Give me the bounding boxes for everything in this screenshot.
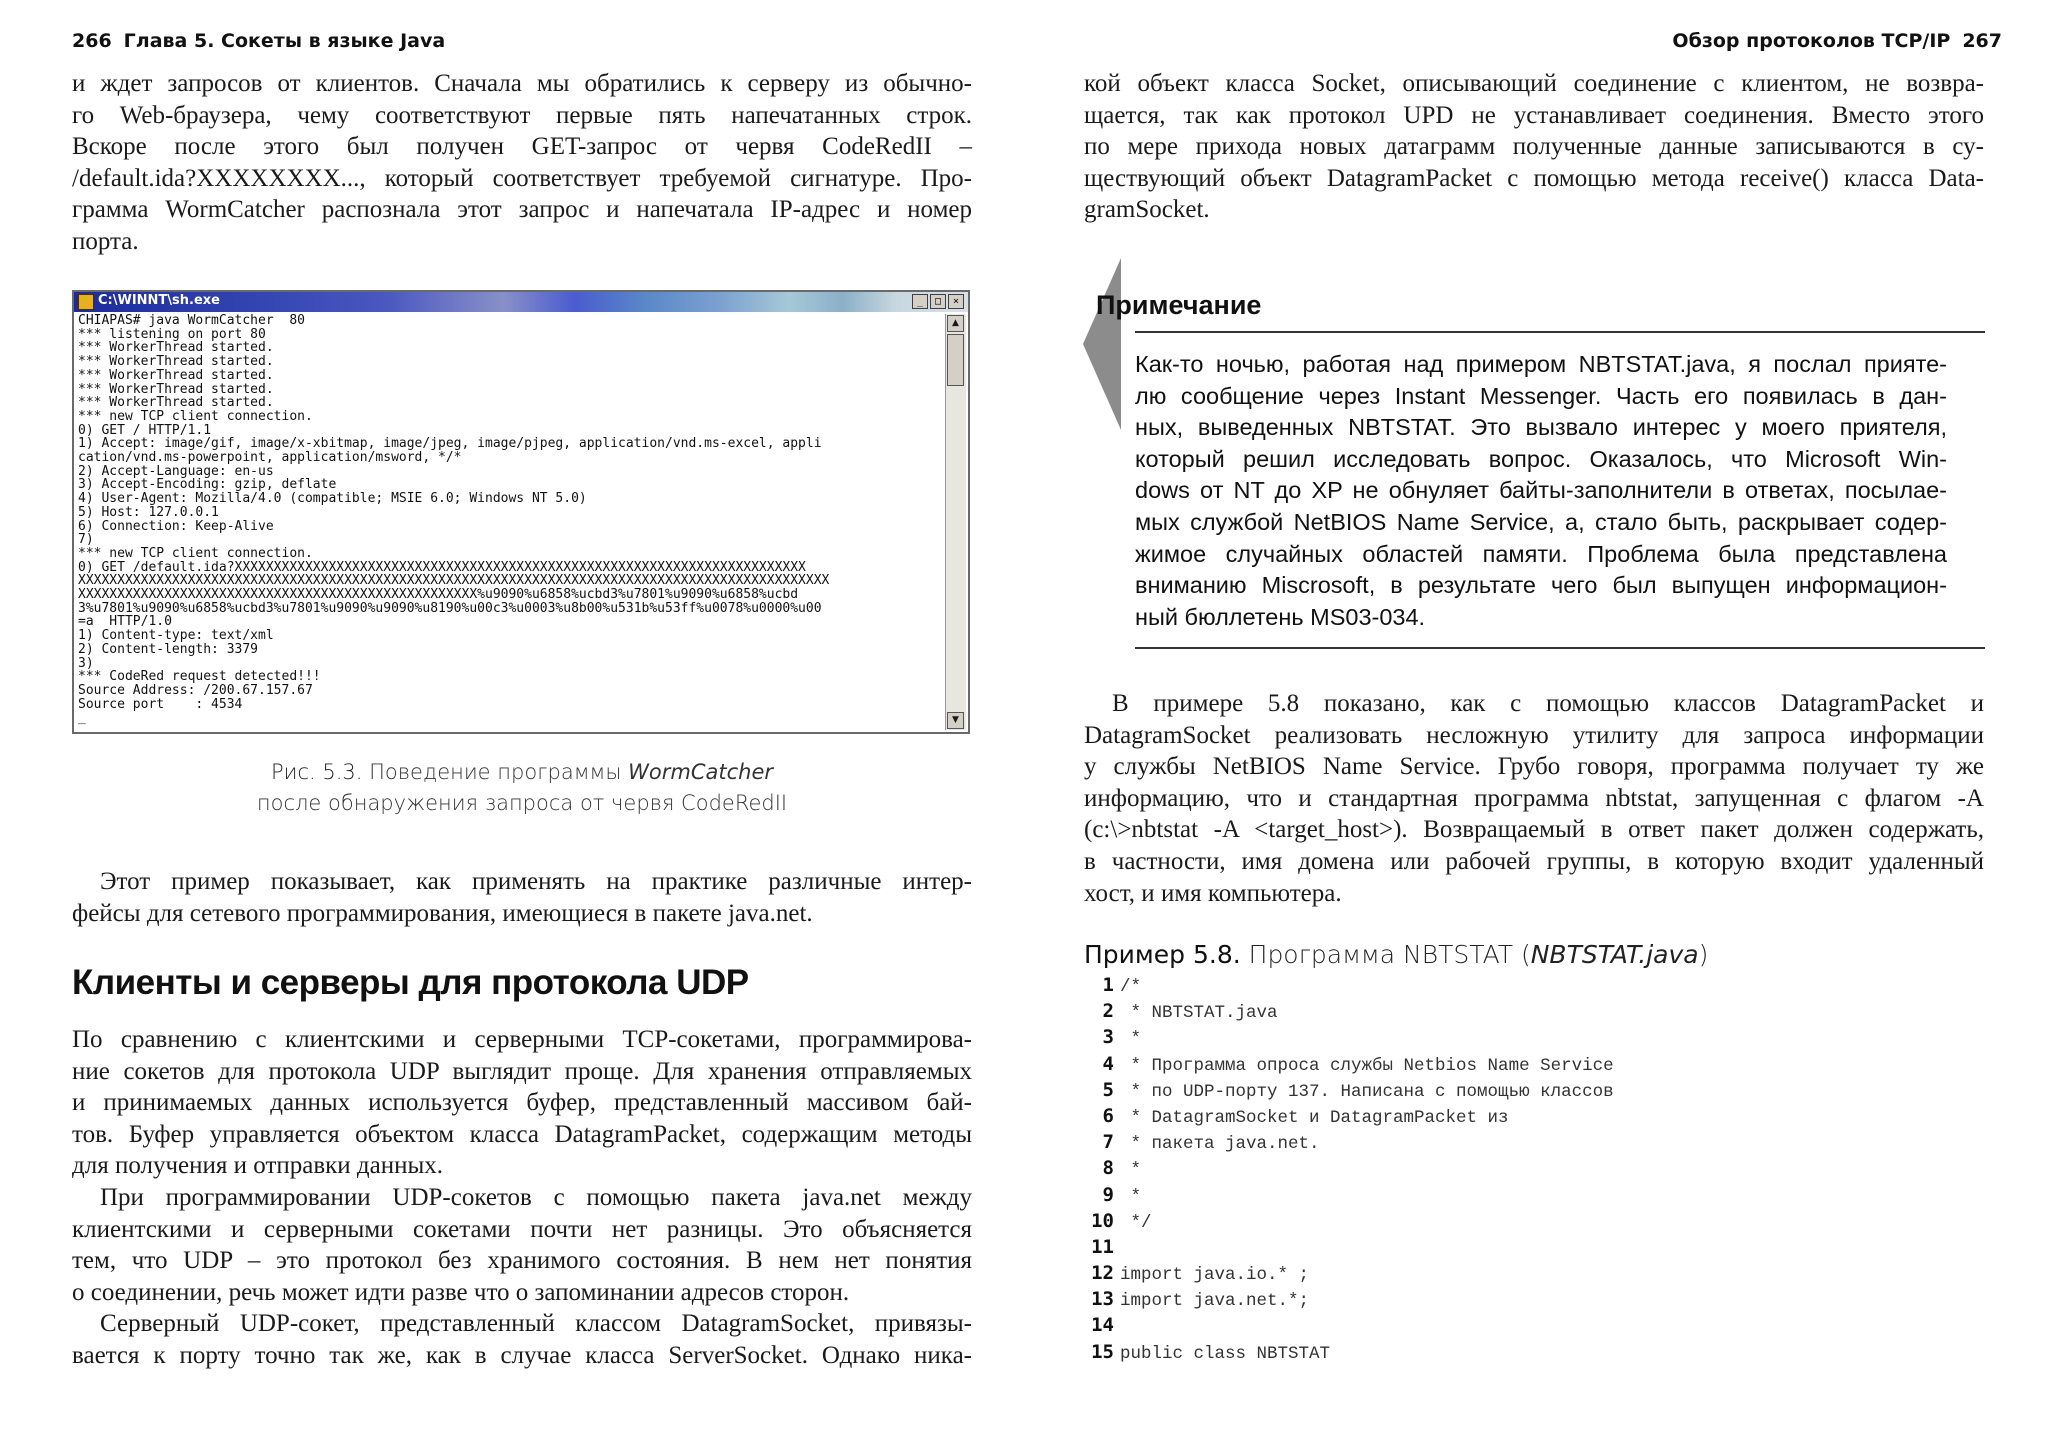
terminal-line: XXXXXXXXXXXXXXXXXXXXXXXXXXXXXXXXXXXXXXXXXXXXXXXXXXX%u9090%u6858%ucbd3%u7801%u9090%u6858%ucbd bbox=[78, 587, 799, 603]
text-line: у службы NetBIOS Name Service. Грубо говоря, программа получает ту же bbox=[1084, 753, 1984, 781]
code-line-text: * bbox=[1120, 1160, 1142, 1181]
figure-caption bbox=[72, 757, 972, 819]
code-line bbox=[1084, 1026, 1614, 1052]
code-line-text: public class NBTSTAT bbox=[1120, 1343, 1331, 1364]
left-page-number: 266 bbox=[72, 30, 112, 52]
minimize-button[interactable]: _ bbox=[912, 294, 928, 309]
text-line: го Web-браузера, чему соответствуют первые пять напечатанных строк. bbox=[72, 101, 972, 129]
code-line bbox=[1084, 974, 1614, 1000]
code-line-number: 7 bbox=[1102, 1131, 1114, 1154]
text-line: Серверный UDP-сокет, представленный классом DatagramSocket, привязы- bbox=[100, 1310, 972, 1337]
terminal-screenshot bbox=[72, 290, 970, 734]
code-line bbox=[1084, 1000, 1614, 1026]
text-line: /default.ida?XXXXXXXX..., который соответствует требуемой сигнатуре. Про- bbox=[72, 164, 972, 192]
code-line-number: 14 bbox=[1091, 1314, 1114, 1337]
terminal-line: _ bbox=[78, 710, 86, 726]
left-running-head-title: Глава 5. Сокеты в языке Java bbox=[123, 30, 446, 52]
maximize-button[interactable]: □ bbox=[930, 294, 946, 309]
example-title-close: ) bbox=[1698, 940, 1709, 969]
code-line bbox=[1084, 1288, 1614, 1314]
note-marker-icon bbox=[1083, 258, 1121, 430]
scroll-up-arrow-icon[interactable]: ▲ bbox=[947, 315, 964, 332]
code-line bbox=[1084, 1079, 1614, 1105]
code-line-text: import java.net.*; bbox=[1120, 1291, 1310, 1312]
close-button[interactable]: × bbox=[948, 294, 964, 309]
code-line-number: 13 bbox=[1091, 1288, 1114, 1311]
text-line: gramSocket. bbox=[1084, 196, 1210, 224]
text-line: При программировании UDP-сокетов с помощью пакета java.net между bbox=[100, 1184, 972, 1211]
code-line-text: * bbox=[1120, 1186, 1142, 1207]
code-line bbox=[1084, 1210, 1614, 1236]
note-bottom-rule bbox=[1135, 647, 1985, 649]
code-line-text: * пакета java.net. bbox=[1120, 1134, 1320, 1155]
terminal-line: 4) User-Agent: Mozilla/4.0 (compatible; MSIE 6.0; Windows NT 5.0) bbox=[78, 491, 587, 507]
caption-line-2: после обнаружения запроса от червя CodeRedII bbox=[256, 791, 788, 815]
terminal-line: 3%u7801%u9090%u6858%ucbd3%u7801%u9090%u9090%u8190%u00c3%u0003%u8b00%u531b%u53ff%u0078%u0000%u00 bbox=[78, 600, 822, 616]
left-intro-paragraph bbox=[72, 68, 972, 258]
code-line-text: * DatagramSocket и DatagramPacket из bbox=[1120, 1107, 1509, 1128]
left-paragraph-4 bbox=[72, 1182, 972, 1308]
terminal-line: *** WorkerThread started. bbox=[78, 381, 274, 397]
note-line: жимое случайных областей памяти. Проблема была представлена bbox=[1135, 540, 1947, 567]
code-line-text: * bbox=[1120, 1029, 1142, 1050]
caption-program-name: WormCatcher bbox=[628, 760, 774, 784]
code-line bbox=[1084, 1314, 1614, 1340]
text-line: вается к порту точно так же, как в случае класса ServerSocket. Однако ника- bbox=[72, 1341, 972, 1369]
terminal-line: *** CodeRed request detected!!! bbox=[78, 669, 321, 685]
terminal-line: 2) Accept-Language: en-us bbox=[78, 463, 274, 479]
terminal-line: 1) Content-type: text/xml bbox=[78, 628, 274, 644]
note-line: ный бюллетень MS03-034. bbox=[1135, 603, 1426, 630]
code-line bbox=[1084, 1236, 1614, 1262]
terminal-line: Source Address: /200.67.157.67 bbox=[78, 682, 313, 698]
text-line: щается, так как протокол UPD не устанавливает соединения. Вместо этого bbox=[1084, 101, 1984, 129]
terminal-line: *** listening on port 80 bbox=[78, 326, 266, 342]
code-line bbox=[1084, 1053, 1614, 1079]
text-line: Вскоре после этого был получен GET-запрос от червя CodeRedII – bbox=[72, 133, 972, 161]
terminal-output bbox=[78, 314, 944, 730]
terminal-line: *** WorkerThread started. bbox=[78, 367, 274, 383]
terminal-line: *** new TCP client connection. bbox=[78, 545, 313, 561]
right-intro-paragraph bbox=[1084, 68, 1984, 226]
text-line: В примере 5.8 показано, как с помощью классов DatagramPacket и bbox=[1112, 690, 1984, 717]
text-line: по мере прихода новых датаграмм полученные данные записываются в су- bbox=[1084, 133, 1984, 161]
code-line bbox=[1084, 1184, 1614, 1210]
left-paragraph-3 bbox=[72, 1024, 972, 1182]
text-line: для получения и отправки данных. bbox=[72, 1152, 444, 1180]
code-line bbox=[1084, 1157, 1614, 1183]
code-line-number: 15 bbox=[1091, 1340, 1114, 1363]
text-line: хост, и имя компьютера. bbox=[1084, 879, 1342, 907]
text-line: DatagramSocket реализовать несложную утилиту для запроса информации bbox=[1084, 721, 1984, 749]
terminal-line: *** WorkerThread started. bbox=[78, 354, 274, 370]
example-title-text: Программа NBTSTAT ( bbox=[1248, 940, 1531, 969]
terminal-line: 0) GET /default.ida?XXXXXXXXXXXXXXXXXXXXXXXXXXXXXXXXXXXXXXXXXXXXXXXXXXXXXXXXXXXXXXXXXXXXXXXXX bbox=[78, 559, 806, 575]
note-line: dows от NT до XP не обнуляет байты-заполнители в ответах, посылае- bbox=[1135, 477, 1947, 504]
example-filename: NBTSTAT.java bbox=[1530, 940, 1699, 969]
note-top-rule bbox=[1135, 331, 1985, 333]
text-line: о соединении, речь может идти разве что о запоминании адресов сторон. bbox=[72, 1278, 850, 1306]
terminal-line: Source port : 4534 bbox=[78, 696, 243, 712]
code-line bbox=[1084, 1105, 1614, 1131]
code-line bbox=[1084, 1341, 1614, 1367]
terminal-line: 7) bbox=[78, 532, 94, 548]
code-line-text: */ bbox=[1120, 1212, 1152, 1233]
caption-text: Поведение программы bbox=[369, 760, 622, 784]
terminal-titlebar bbox=[74, 292, 968, 312]
terminal-line: CHIAPAS# java WormCatcher 80 bbox=[78, 314, 305, 328]
scrollbar-thumb[interactable] bbox=[947, 334, 964, 386]
left-paragraph-5 bbox=[72, 1308, 972, 1371]
window-controls bbox=[912, 294, 964, 309]
terminal-line: 1) Accept: image/gif, image/x-xbitmap, image/jpeg, image/pjpeg, application/vnd.ms-excel, appli bbox=[78, 436, 822, 452]
example-title bbox=[1084, 940, 1708, 969]
code-line-number: 5 bbox=[1102, 1078, 1114, 1101]
terminal-app-icon bbox=[78, 294, 94, 310]
code-line-number: 1 bbox=[1102, 974, 1114, 996]
text-line: клиентскими и серверными сокетами почти нет разницы. Это объясняется bbox=[72, 1215, 972, 1243]
terminal-line: *** new TCP client connection. bbox=[78, 408, 313, 424]
text-line: тем, что UDP – это протокол без хранимого состояния. В нем нет понятия bbox=[72, 1247, 972, 1275]
code-line-number: 9 bbox=[1102, 1183, 1114, 1206]
code-line-number: 3 bbox=[1102, 1026, 1114, 1049]
text-line: и принимаемых данных используется буфер, представленный массивом бай- bbox=[72, 1089, 972, 1117]
text-line: ществующий объект DatagramPacket с помощью метода receive() класса Data- bbox=[1084, 164, 1984, 192]
caption-line-1 bbox=[72, 757, 972, 788]
code-line-text: import java.io.* ; bbox=[1120, 1265, 1310, 1286]
terminal-line: 0) GET / HTTP/1.1 bbox=[78, 422, 212, 438]
note-body bbox=[1135, 349, 1947, 633]
text-line: грамма WormCatcher распознала этот запрос и напечатала IP-адрес и номер bbox=[72, 196, 972, 224]
example-label: Пример 5.8. bbox=[1084, 940, 1241, 969]
code-line bbox=[1084, 1131, 1614, 1157]
note-line: который решил исследовать вопрос. Оказалось, что Microsoft Win- bbox=[1135, 445, 1947, 472]
text-line: в частности, имя домена или рабочей группы, в которую входит удаленный bbox=[1084, 847, 1984, 875]
terminal-line: 2) Content-length: 3379 bbox=[78, 641, 259, 657]
code-line-number: 12 bbox=[1091, 1262, 1114, 1285]
terminal-line: *** WorkerThread started. bbox=[78, 395, 274, 411]
note-line: лю сообщение через Instant Messenger. Часть его появилась в дан- bbox=[1135, 382, 1947, 409]
code-line-number: 8 bbox=[1102, 1157, 1114, 1180]
left-running-head bbox=[72, 30, 445, 52]
scroll-down-arrow-icon[interactable]: ▼ bbox=[947, 712, 964, 729]
text-line: и ждет запросов от клиентов. Сначала мы обратились к серверу из обычно- bbox=[72, 70, 972, 97]
text-line: (c:\>nbtstat -A <target_host>). Возвращаемый в ответ пакет должен содержать, bbox=[1084, 816, 1984, 844]
right-running-head-title: Обзор протоколов TCP/IP bbox=[1672, 30, 1951, 52]
terminal-title: C:\WINNT\sh.exe bbox=[98, 293, 220, 308]
caption-label: Рис. 5.3. bbox=[270, 760, 363, 784]
note-line: ных, выведенных NBTSTAT. Это вызвало интерес у моего приятеля, bbox=[1135, 414, 1947, 441]
terminal-line: 3) Accept-Encoding: gzip, deflate bbox=[78, 477, 337, 493]
note-title: Примечание bbox=[1096, 290, 1262, 320]
text-line: тов. Буфер управляется объектом класса DatagramPacket, содержащим методы bbox=[72, 1120, 972, 1148]
note-line: Как-то ночью, работая над примером NBTSTAT.java, я послал прияте- bbox=[1135, 351, 1947, 377]
terminal-line: 5) Host: 127.0.0.1 bbox=[78, 504, 219, 520]
code-line bbox=[1084, 1262, 1614, 1288]
code-line-number: 11 bbox=[1091, 1235, 1114, 1258]
note-line: мых службой NetBIOS Name Service, а, стало быть, раскрывает содер- bbox=[1135, 508, 1947, 535]
terminal-line: 6) Connection: Keep-Alive bbox=[78, 518, 274, 534]
terminal-scrollbar[interactable] bbox=[945, 314, 966, 730]
text-line: Этот пример показывает, как применять на практике различные интер- bbox=[100, 868, 972, 895]
right-page-number: 267 bbox=[1962, 30, 2002, 52]
code-line-text: * Программа опроса службы Netbios Name Service bbox=[1120, 1055, 1614, 1076]
text-line: информацию, что и стандартная программа nbtstat, запущенная с флагом -A bbox=[1084, 784, 1984, 812]
text-line: кой объект класса Socket, описывающий соединение с клиентом, не возвра- bbox=[1084, 70, 1984, 97]
text-line: фейсы для сетевого программирования, имеющиеся в пакете java.net. bbox=[72, 899, 813, 927]
text-line: По сравнению с клиентскими и серверными TCP-сокетами, программирова- bbox=[72, 1026, 972, 1053]
terminal-line: =a HTTP/1.0 bbox=[78, 614, 172, 630]
code-line-text: * NBTSTAT.java bbox=[1120, 1003, 1278, 1024]
code-line-text: * по UDP-порту 137. Написана с помощью классов bbox=[1120, 1081, 1614, 1102]
code-line-number: 4 bbox=[1102, 1052, 1114, 1075]
text-line: порта. bbox=[72, 227, 139, 255]
terminal-line: XXXXXXXXXXXXXXXXXXXXXXXXXXXXXXXXXXXXXXXXXXXXXXXXXXXXXXXXXXXXXXXXXXXXXXXXXXXXXXXXXXXXXXXXXXXXXXXX bbox=[78, 573, 830, 589]
right-paragraph-2 bbox=[1084, 688, 1984, 909]
code-line-number: 6 bbox=[1102, 1104, 1114, 1127]
section-heading: Клиенты и серверы для протокола UDP bbox=[72, 963, 749, 1002]
text-line: ние сокетов для протокола UDP выглядит проще. Для хранения отправляемых bbox=[72, 1057, 972, 1085]
note-line: вниманию Miscrosoft, в результате чего был выпущен информацион- bbox=[1135, 572, 1947, 599]
left-paragraph-2 bbox=[72, 866, 972, 929]
terminal-line: *** WorkerThread started. bbox=[78, 340, 274, 356]
terminal-line: cation/vnd.ms-powerpoint, application/msword, */* bbox=[78, 450, 462, 466]
code-line-text: /* bbox=[1120, 977, 1142, 997]
code-line-number: 2 bbox=[1102, 1000, 1114, 1023]
terminal-line: 3) bbox=[78, 655, 94, 671]
right-running-head bbox=[1672, 30, 2002, 52]
code-line-number: 10 bbox=[1091, 1209, 1114, 1232]
code-listing bbox=[1084, 974, 1614, 1367]
